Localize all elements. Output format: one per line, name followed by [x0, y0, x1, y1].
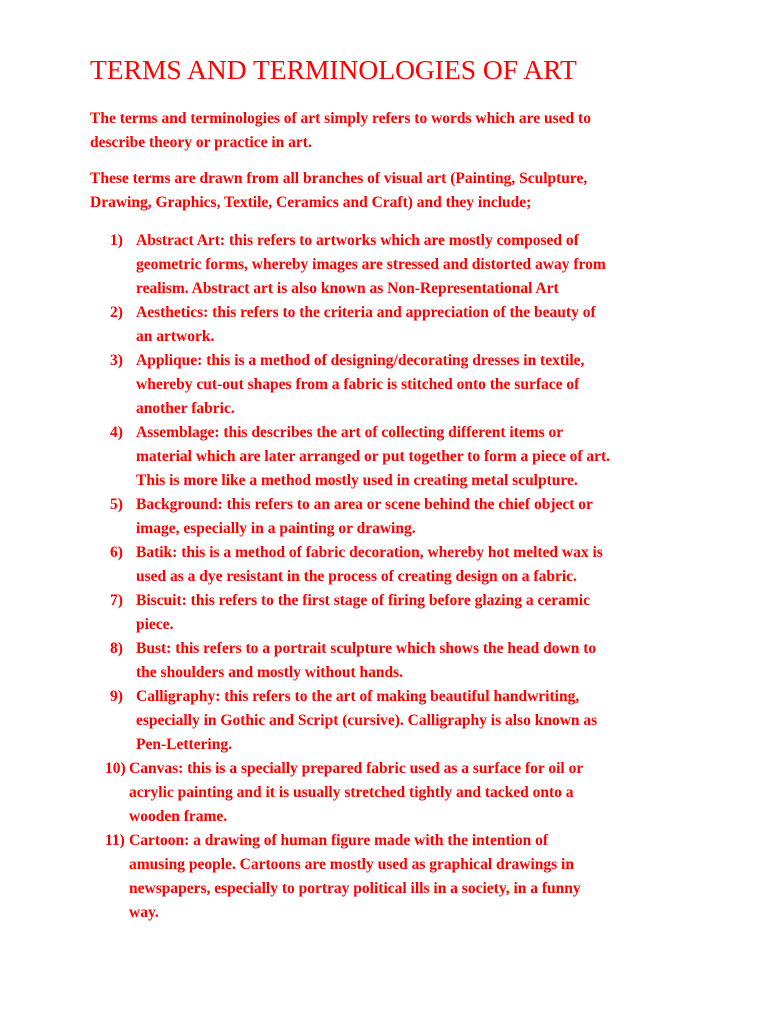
term-line: an artwork. [136, 328, 215, 345]
term-number: 5) [110, 496, 123, 513]
term-line: another fabric. [136, 400, 235, 417]
term-line: whereby cut-out shapes from a fabric is stitched onto the surface of [136, 376, 580, 393]
term-item [90, 829, 690, 925]
terms-list [90, 229, 690, 925]
term-line: geometric forms, whereby images are stressed and distorted away from [136, 256, 606, 273]
term-line: piece. [136, 616, 174, 633]
term-text [136, 685, 690, 757]
term-text [136, 637, 690, 685]
term-line: Batik: this is a method of fabric decoration, whereby hot melted wax is [136, 544, 603, 561]
term-number: 9) [110, 688, 123, 705]
term-item [90, 301, 690, 349]
term-line: wooden frame. [129, 808, 228, 825]
term-text [129, 757, 690, 829]
term-line: Biscuit: this refers to the first stage of firing before glazing a ceramic [136, 592, 590, 609]
intro-line: describe theory or practice in art. [90, 134, 312, 151]
term-item [90, 589, 690, 637]
document-page [90, 52, 690, 925]
term-line: newspapers, especially to portray political ills in a society, in a funny [129, 880, 581, 897]
intro-paragraph [90, 107, 690, 155]
term-line: Applique: this is a method of designing/decorating dresses in textile, [136, 352, 585, 369]
term-number: 7) [110, 592, 123, 609]
term-item [90, 349, 690, 421]
term-line: Canvas: this is a specially prepared fabric used as a surface for oil or [129, 760, 584, 777]
term-number: 10) [105, 760, 126, 777]
term-item [90, 757, 690, 829]
term-line: especially in Gothic and Script (cursive). Calligraphy is also known as [136, 712, 598, 729]
term-text [136, 349, 690, 421]
term-number: 2) [110, 304, 123, 321]
term-text [136, 229, 690, 301]
term-line: the shoulders and mostly without hands. [136, 664, 404, 681]
term-line: Assemblage: this describes the art of collecting different items or [136, 424, 564, 441]
document-title: TERMS AND TERMINOLOGIES OF ART [90, 54, 577, 85]
term-line: Bust: this refers to a portrait sculpture which shows the head down to [136, 640, 597, 657]
term-number: 4) [110, 424, 123, 441]
term-line: acrylic painting and it is usually stretched tightly and tacked onto a [129, 784, 574, 801]
term-line: Background: this refers to an area or scene behind the chief object or [136, 496, 593, 513]
term-line: used as a dye resistant in the process of creating design on a fabric. [136, 568, 577, 585]
term-number: 8) [110, 640, 123, 657]
term-line: image, especially in a painting or drawing. [136, 520, 416, 537]
term-line: Pen-Lettering. [136, 736, 232, 753]
term-text [129, 829, 690, 925]
term-item [90, 637, 690, 685]
term-text [136, 541, 690, 589]
branches-paragraph [90, 167, 690, 215]
term-text [136, 301, 690, 349]
term-number: 11) [105, 832, 125, 849]
term-number: 6) [110, 544, 123, 561]
term-line: realism. Abstract art is also known as Non-Representational Art [136, 280, 559, 297]
term-number: 1) [110, 232, 123, 249]
branches-line: These terms are drawn from all branches of visual art (Painting, Sculpture, [90, 170, 588, 187]
term-line: way. [129, 904, 159, 921]
term-item [90, 493, 690, 541]
term-line: This is more like a method mostly used in creating metal sculpture. [136, 472, 578, 489]
term-text [136, 589, 690, 637]
term-item [90, 541, 690, 589]
term-item [90, 421, 690, 493]
intro-line: The terms and terminologies of art simply refers to words which are used to [90, 110, 591, 127]
term-line: Abstract Art: this refers to artworks which are mostly composed of [136, 232, 579, 249]
term-line: Cartoon: a drawing of human figure made with the intention of [129, 832, 549, 849]
term-line: amusing people. Cartoons are mostly used as graphical drawings in [129, 856, 574, 873]
branches-line: Drawing, Graphics, Textile, Ceramics and Craft) and they include; [90, 194, 532, 211]
term-line: Aesthetics: this refers to the criteria and appreciation of the beauty of [136, 304, 596, 321]
term-number: 3) [110, 352, 123, 369]
term-line: material which are later arranged or put together to form a piece of art. [136, 448, 611, 465]
term-text [136, 421, 690, 493]
term-item [90, 229, 690, 301]
term-item [90, 685, 690, 757]
term-line: Calligraphy: this refers to the art of making beautiful handwriting, [136, 688, 580, 705]
term-text [136, 493, 690, 541]
